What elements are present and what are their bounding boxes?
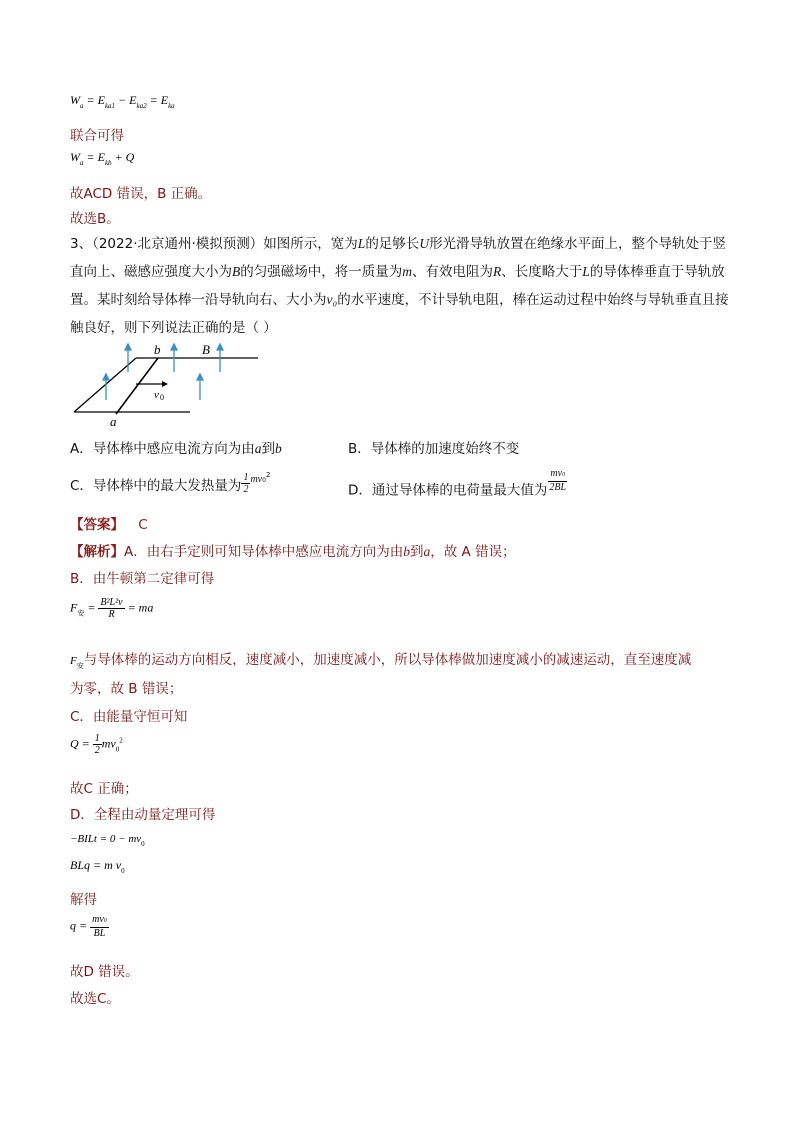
stem-part: 的匀强磁场中，将一质量为 [240, 264, 403, 280]
equation-work-sum: $W_a = E_{kb} + Q$ [70, 150, 135, 167]
stem-part: 的水平速度，不计导轨电阻，棒在运动过程中始终与导轨垂直且接触良好，则下列说法正确的是（ ） [70, 292, 729, 336]
eq-F-sub: 安 [77, 609, 85, 618]
option-c-text: C．导体棒中的最大发热量为 [70, 478, 242, 494]
question-source: （2022·北京通州·模拟预测） [92, 236, 264, 252]
equation-newton: $F_安$ = $\frac{\text{B²L²v}}{R}$ = ma [70, 597, 154, 620]
option-d [348, 468, 568, 499]
analysis-b-expl-text: 与导体棒的运动方向相反，速度减小，加速度减小，所以导体棒做加速度减小的减速运动，直至速度减 [83, 652, 692, 668]
question-number: 3、 [70, 236, 93, 252]
option-d-text: D．通过导体棒的电荷量最大值为 [348, 482, 548, 499]
analysis-c-ok: 故C 正确； [70, 781, 138, 797]
var-m: m [402, 264, 412, 279]
stem-part: 如图所示，宽为 [263, 236, 358, 252]
label-a: a [110, 414, 117, 427]
option-d-fraction [547, 468, 568, 493]
var-B: B [232, 264, 241, 279]
equation-energy: Q = $\frac{1}{2}$ $mv_0^2$ [70, 733, 123, 756]
rail-figure [70, 342, 270, 427]
analysis-a-to: 到 [410, 544, 424, 560]
eq-Q-left: Q = [70, 736, 90, 751]
option-c [70, 470, 270, 495]
eq-F-right: = ma [127, 600, 154, 615]
stem-part: 的足够长 [365, 236, 420, 252]
frac-num: mv [550, 468, 563, 479]
eq-F-fraction [98, 597, 124, 620]
eq-q-left: q = [70, 918, 88, 933]
option-c-sub: 0 [262, 477, 266, 484]
eq-F: F [70, 600, 78, 615]
frac-num: 1 [94, 733, 100, 744]
eq-d2: BLq = m v [70, 858, 122, 872]
question-3-stem [70, 230, 730, 342]
frac-den: BL [93, 928, 106, 939]
frac-num: 1 [243, 472, 249, 483]
eq-Q-right: mv [101, 736, 116, 751]
equation-charge [70, 914, 109, 939]
analysis-a-end: ，故 A 错误； [430, 544, 516, 560]
combine-text: 联合可得 [70, 128, 124, 144]
eq-d1: −BILt = 0 − mv [70, 833, 142, 845]
option-b: B．导体棒的加速度始终不变 [348, 441, 520, 457]
equation-momentum-2: BLq = m $v_0$ [70, 858, 125, 875]
analysis-b-expl-2: 为零，故 B 错误； [70, 681, 183, 697]
answer-value: C [138, 517, 148, 533]
option-a [70, 437, 282, 457]
answer-label: 【答案】 [70, 517, 124, 533]
frac-num: mv [92, 914, 104, 925]
analysis-d-intro: D．全程由动量定理可得 [70, 807, 216, 823]
analysis-label: 【解析】 [70, 544, 124, 560]
analysis-a [70, 540, 516, 560]
eq-Q-fraction [93, 733, 102, 756]
equation-momentum-1: −BILt = $0 - mv_0$ [70, 833, 145, 848]
option-a-to: 到 [261, 441, 275, 457]
choose-b-text: 故选B。 [70, 211, 120, 227]
frac-den: 2 [243, 484, 249, 495]
var-U: U [419, 236, 430, 251]
var-L: L [357, 236, 366, 251]
stem-part: 形光滑导轨放置在绝缘水平面上，整个导轨处于竖直向上、磁感应强度大小为 [70, 236, 727, 280]
frac-den: R [108, 609, 115, 620]
analysis-a-text: A．由右手定则可知导体棒中感应电流方向为由 [124, 544, 404, 560]
stem-part: 、长度略大于 [501, 264, 583, 280]
var-a: a [423, 544, 431, 559]
equation-work-energy: $W_a = E_{ka1} - E_{ka2} = E_{ka}$ [70, 93, 175, 110]
analysis-b-expl-1: $F_安$与导体棒的运动方向相反，速度减小，加速度减小，所以导体棒做加速度减小的减速运动，直至速度减 [70, 652, 692, 670]
analysis-d-wrong: 故D 错误。 [70, 964, 139, 980]
label-b: b [154, 342, 161, 357]
option-a-text: A．导体棒中感应电流方向为由 [70, 441, 255, 457]
option-c-expr: mv [250, 474, 263, 485]
stem-part: 的导体棒垂直于导轨放置。某时刻给导体棒一沿导轨向右、大小为 [70, 264, 725, 308]
eq-q-fraction: $\frac{mv0}{BL}$ [92, 914, 107, 939]
var-L: L [582, 264, 590, 279]
option-c-sup: 2 [265, 471, 271, 479]
frac-num-sub: 0 [562, 472, 566, 478]
analysis-b-intro: B．由牛顿第二定律可得 [70, 571, 215, 587]
frac-den: 2BL [549, 482, 567, 493]
stem-part: 、有效电阻为 [412, 264, 493, 280]
answer-line [70, 513, 148, 533]
var-v0: v₀ [326, 292, 338, 307]
label-v-sub: 0 [160, 393, 164, 402]
option-a-var-a: a [254, 441, 262, 456]
var-R: R [493, 264, 502, 279]
solve-text: 解得 [70, 892, 97, 908]
acd-wrong-text: 故ACD 错误，B 正确。 [70, 186, 212, 202]
analysis-c-intro: C．由能量守恒可知 [70, 709, 188, 725]
choose-c-text: 故选C。 [70, 991, 120, 1007]
frac-num: B²L²v [100, 597, 123, 608]
var-b: b [403, 544, 410, 559]
frac-den: 2 [94, 745, 100, 756]
label-B: B [202, 342, 210, 357]
option-a-var-b: b [275, 441, 282, 456]
label-v: v [154, 389, 159, 401]
